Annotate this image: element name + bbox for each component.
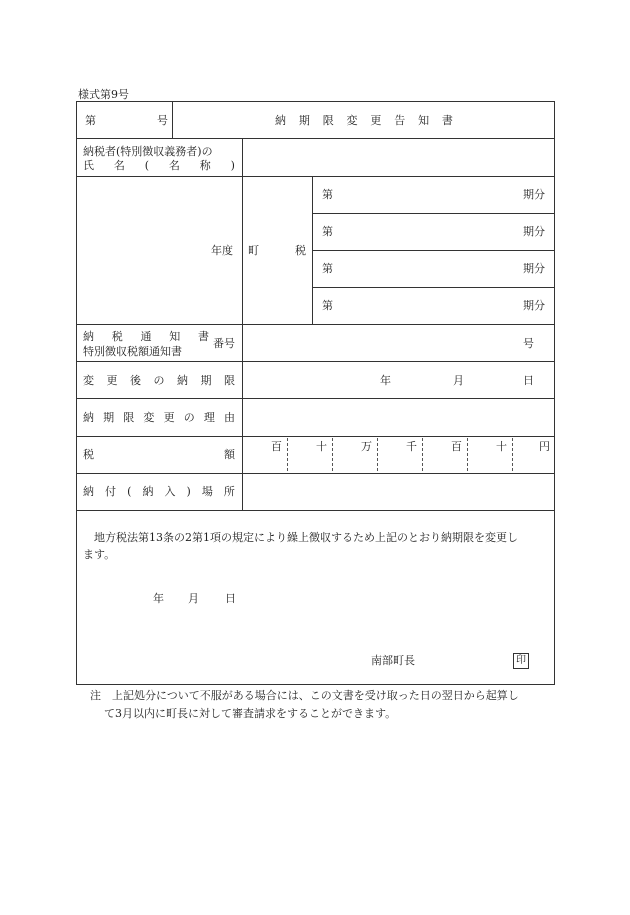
period-4-prefix: 第 <box>322 299 333 312</box>
payment-place-label: 納 付 ( 納 入 ) 場 所 <box>83 485 235 498</box>
unit-ten: 十 <box>496 440 507 453</box>
notice-label-line1: 納 税 通 知 書 <box>83 330 209 343</box>
changed-deadline-label: 変 更 後 の 納 期 限 <box>83 374 235 387</box>
notice-number-suffix: 号 <box>523 337 534 350</box>
signer-title: 南部町長 <box>371 654 415 667</box>
period-1-suffix: 期分 <box>523 188 545 201</box>
period-3-suffix: 期分 <box>523 262 545 275</box>
payment-place-field[interactable] <box>244 475 552 508</box>
unit-hundred: 百 <box>451 440 462 453</box>
form-number: 様式第9号 <box>78 88 129 101</box>
reason-label: 納 期 限 変 更 の 理 由 <box>83 411 235 424</box>
header-dai: 第 <box>85 114 96 127</box>
period-4-suffix: 期分 <box>523 299 545 312</box>
statement-year: 年 <box>153 592 164 605</box>
notice-form <box>76 101 555 685</box>
period-2-prefix: 第 <box>322 225 333 238</box>
unit-yen: 円 <box>539 440 550 453</box>
form-title: 納 期 限 変 更 告 知 書 <box>275 114 453 127</box>
period-2-suffix: 期分 <box>523 225 545 238</box>
statement-line1: 地方税法第13条の2第1項の規定により繰上徴収するため上記のとおり納期限を変更し <box>94 531 518 544</box>
taxpayer-label-line2: 氏 名 ( 名 称 ) <box>83 159 235 172</box>
notice-number-label: 番号 <box>213 337 235 350</box>
notice-label-line2: 特別徴収税額通知書 <box>83 345 182 358</box>
statement-line2: ます。 <box>83 548 116 561</box>
deadline-month: 月 <box>453 374 464 387</box>
town-tax-label: 町 税 <box>248 244 306 257</box>
reason-field[interactable] <box>244 400 552 434</box>
taxpayer-label-line1: 納税者(特別徴収義務者)の <box>83 145 213 158</box>
statement-day: 日 <box>225 592 236 605</box>
note-line1: 注 上記処分について不服がある場合には、この文書を受け取った日の翌日から起算し <box>90 689 519 702</box>
unit-ten-thousand: 万 <box>361 440 372 453</box>
fiscal-year-label: 年度 <box>211 244 233 257</box>
unit-ten-million: 十 <box>316 440 327 453</box>
tax-amount-label: 税 額 <box>83 448 235 461</box>
period-3-prefix: 第 <box>322 262 333 275</box>
deadline-year: 年 <box>380 374 391 387</box>
statement-month: 月 <box>188 592 199 605</box>
deadline-day: 日 <box>523 374 534 387</box>
period-1-prefix: 第 <box>322 188 333 201</box>
unit-thousand: 千 <box>406 440 417 453</box>
header-go: 号 <box>157 114 168 127</box>
seal-mark: 印 <box>513 653 529 669</box>
unit-hundred-million: 百 <box>271 440 282 453</box>
taxpayer-name-field[interactable] <box>244 140 552 174</box>
note-line2: て3月以内に町長に対して審査請求をすることができます。 <box>104 707 397 720</box>
